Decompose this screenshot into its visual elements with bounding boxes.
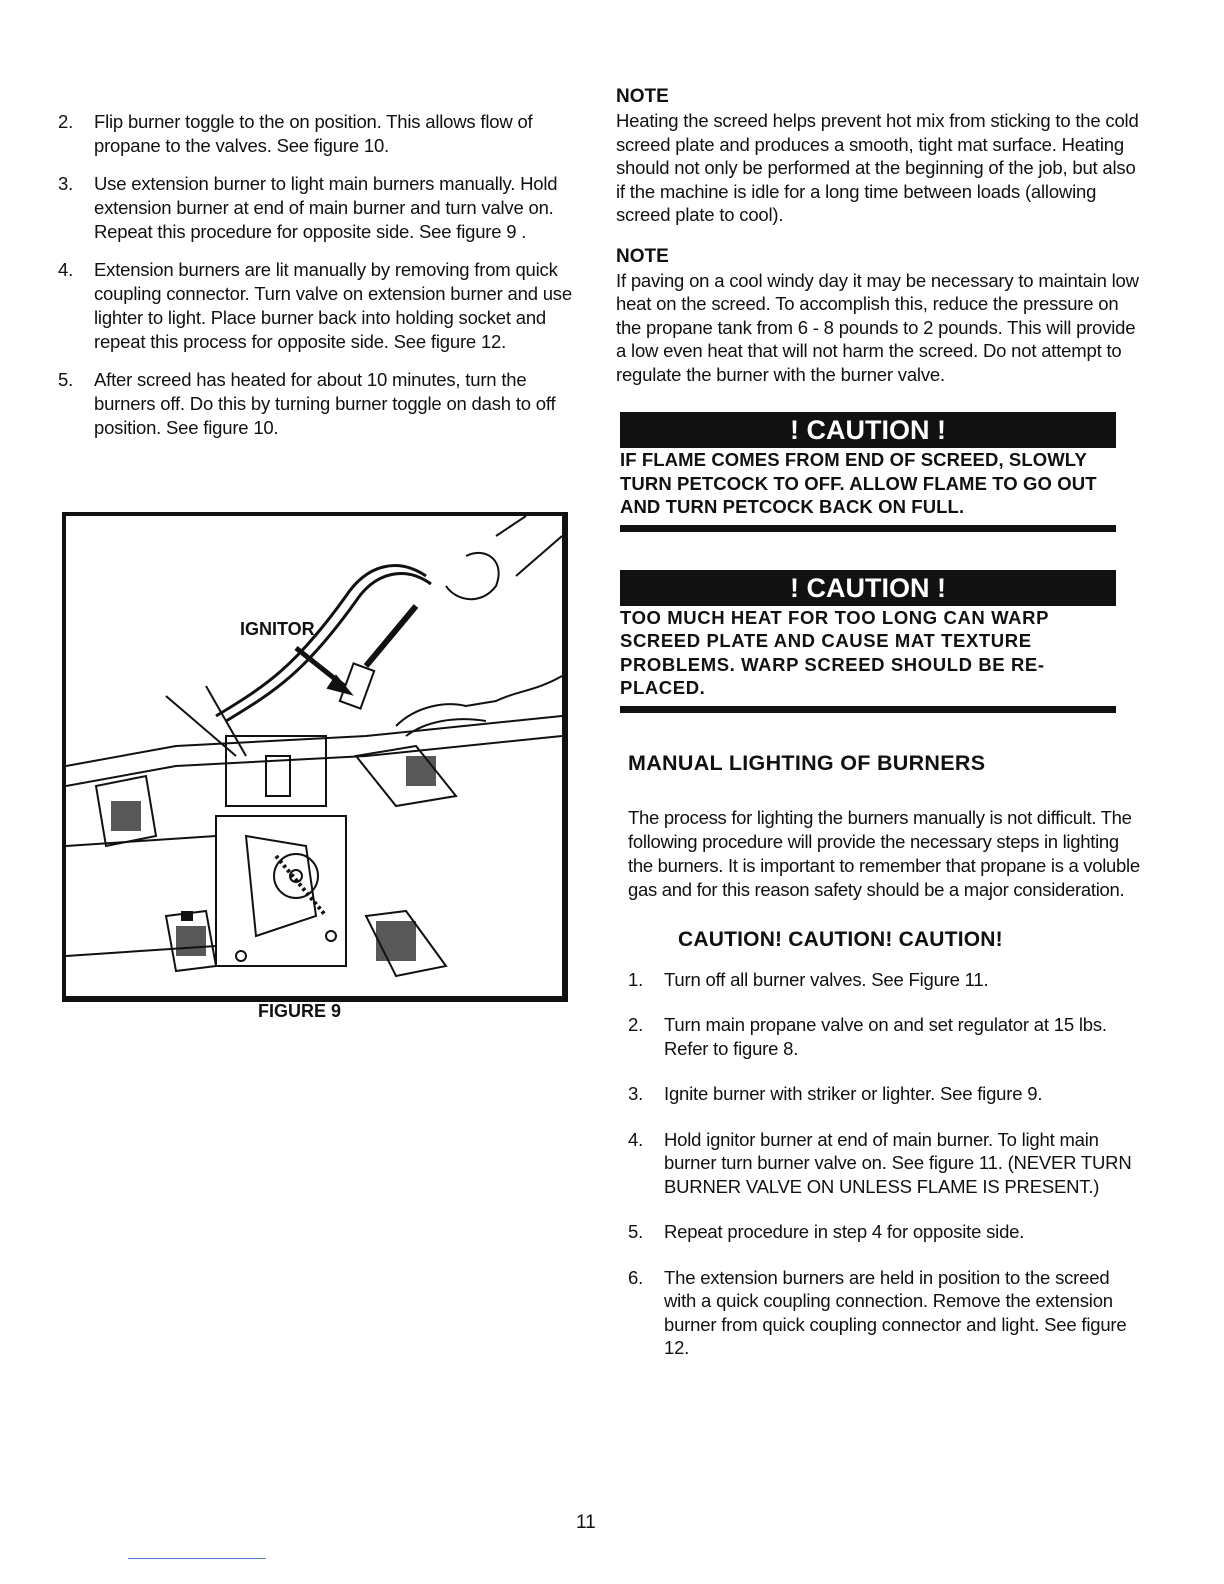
step-text: Repeat procedure in step 4 for opposite side.	[664, 1221, 1025, 1242]
figure-9-illustration	[62, 512, 568, 1002]
divider	[128, 1558, 266, 1559]
step-number: 4.	[58, 259, 74, 280]
list-item	[56, 368, 576, 440]
step-number: 5.	[628, 1221, 644, 1242]
left-steps-list	[56, 110, 576, 440]
list-item	[56, 172, 576, 244]
step-number: 2.	[58, 111, 74, 132]
note-body: Heating the screed helps prevent hot mix from sticking to the cold screed plate and produces a smooth, tight mat surface. Heating should not only be performed at the beginning of the job, but also if the machine is idle for a long time between loads (allowing screed plate to cool).	[616, 110, 1139, 225]
step-text: Turn main propane valve on and set regulator at 15 lbs. Refer to figure 8.	[664, 1014, 1107, 1059]
section-body: The process for lighting the burners manually is not difficult. The following procedure will provide the necessary steps in lighting the burners. It is important to remember that propane is a voluble gas and for this reason safety should be a major consideration.	[628, 806, 1140, 900]
list-item	[616, 1013, 1146, 1060]
step-text: The extension burners are held in position to the screed with a quick coupling connection. Remove the extension burner from quick coupling connector and light. See figure 12.	[664, 1266, 1127, 1358]
right-steps-list	[616, 968, 1146, 1360]
step-number: 5.	[58, 369, 74, 390]
divider	[620, 525, 1116, 532]
note-body: If paving on a cool windy day it may be necessary to maintain low heat on the screed. To accomplish this, reduce the pressure on the propane tank from 6 - 8 pounds to 2 pounds. This will provide a low even heat that will not harm the screed. Do not attempt to regulate the burner with the burner valve.	[616, 269, 1139, 385]
note-heading: NOTE	[616, 245, 669, 267]
note-heading: NOTE	[616, 86, 669, 107]
section-title: MANUAL LIGHTING OF BURNERS	[628, 750, 986, 775]
caution-title: ! CAUTION !	[620, 412, 1116, 448]
figure-caption: FIGURE 9	[258, 1001, 342, 1021]
list-item	[616, 1128, 1146, 1199]
right-column	[616, 85, 1146, 1382]
ignitor-label: IGNITOR	[240, 619, 315, 639]
step-text: Flip burner toggle to the on position. This allows flow of propane to the valves. See figure 10.	[94, 111, 533, 156]
caution-text: TOO MUCH HEAT FOR TOO LONG CAN WARP SCREED PLATE AND CAUSE MAT TEXTURE PROBLEMS. WARP SCREED SHOULD BE RE-PLACED.	[620, 606, 1049, 698]
caution-box	[620, 570, 1116, 713]
list-item	[616, 1266, 1146, 1360]
step-number: 3.	[58, 173, 74, 194]
step-text: Turn off all burner valves. See Figure 11.	[664, 968, 989, 990]
divider	[620, 706, 1116, 713]
step-text: Hold ignitor burner at end of main burner. To light main burner turn burner valve on. See figure 11. (NEVER TURN BURNER VALVE ON UNLESS FLAME IS PRESENT.)	[664, 1128, 1132, 1197]
step-text: Use extension burner to light main burners manually. Hold extension burner at end of main burner and turn valve on. Repeat this procedure for opposite side. See figure 9 .	[94, 173, 558, 242]
page-number: 11	[576, 1512, 596, 1533]
step-text: Extension burners are lit manually by removing from quick coupling connector. Turn valve on extension burner and use lighter to light. Place burner back into holding socket and repeat this process for opposite side. See figure 12.	[94, 259, 572, 352]
step-number: 3.	[628, 1083, 644, 1104]
list-item	[616, 968, 1146, 992]
caution-title: ! CAUTION !	[620, 570, 1116, 606]
list-item	[56, 258, 576, 354]
list-item	[56, 110, 576, 158]
list-item	[616, 1220, 1146, 1244]
caution-repeat-heading: CAUTION! CAUTION! CAUTION!	[678, 927, 1003, 951]
step-text: After screed has heated for about 10 minutes, turn the burners off. Do this by turning burner toggle on dash to off position. See figure 10.	[94, 369, 556, 438]
step-number: 6.	[628, 1266, 644, 1288]
step-number: 2.	[628, 1014, 644, 1035]
step-number: 4.	[628, 1128, 644, 1150]
step-number: 1.	[628, 968, 644, 990]
burner-ignition-drawing	[66, 516, 562, 996]
list-item	[616, 1082, 1146, 1106]
step-text: Ignite burner with striker or lighter. See figure 9.	[664, 1083, 1043, 1104]
caution-text: IF FLAME COMES FROM END OF SCREED, SLOWLY TURN PETCOCK TO OFF. ALLOW FLAME TO GO OUT AND TURN PETCOCK BACK ON FULL.	[620, 449, 1097, 517]
caution-box	[620, 412, 1116, 532]
left-column	[56, 110, 576, 454]
